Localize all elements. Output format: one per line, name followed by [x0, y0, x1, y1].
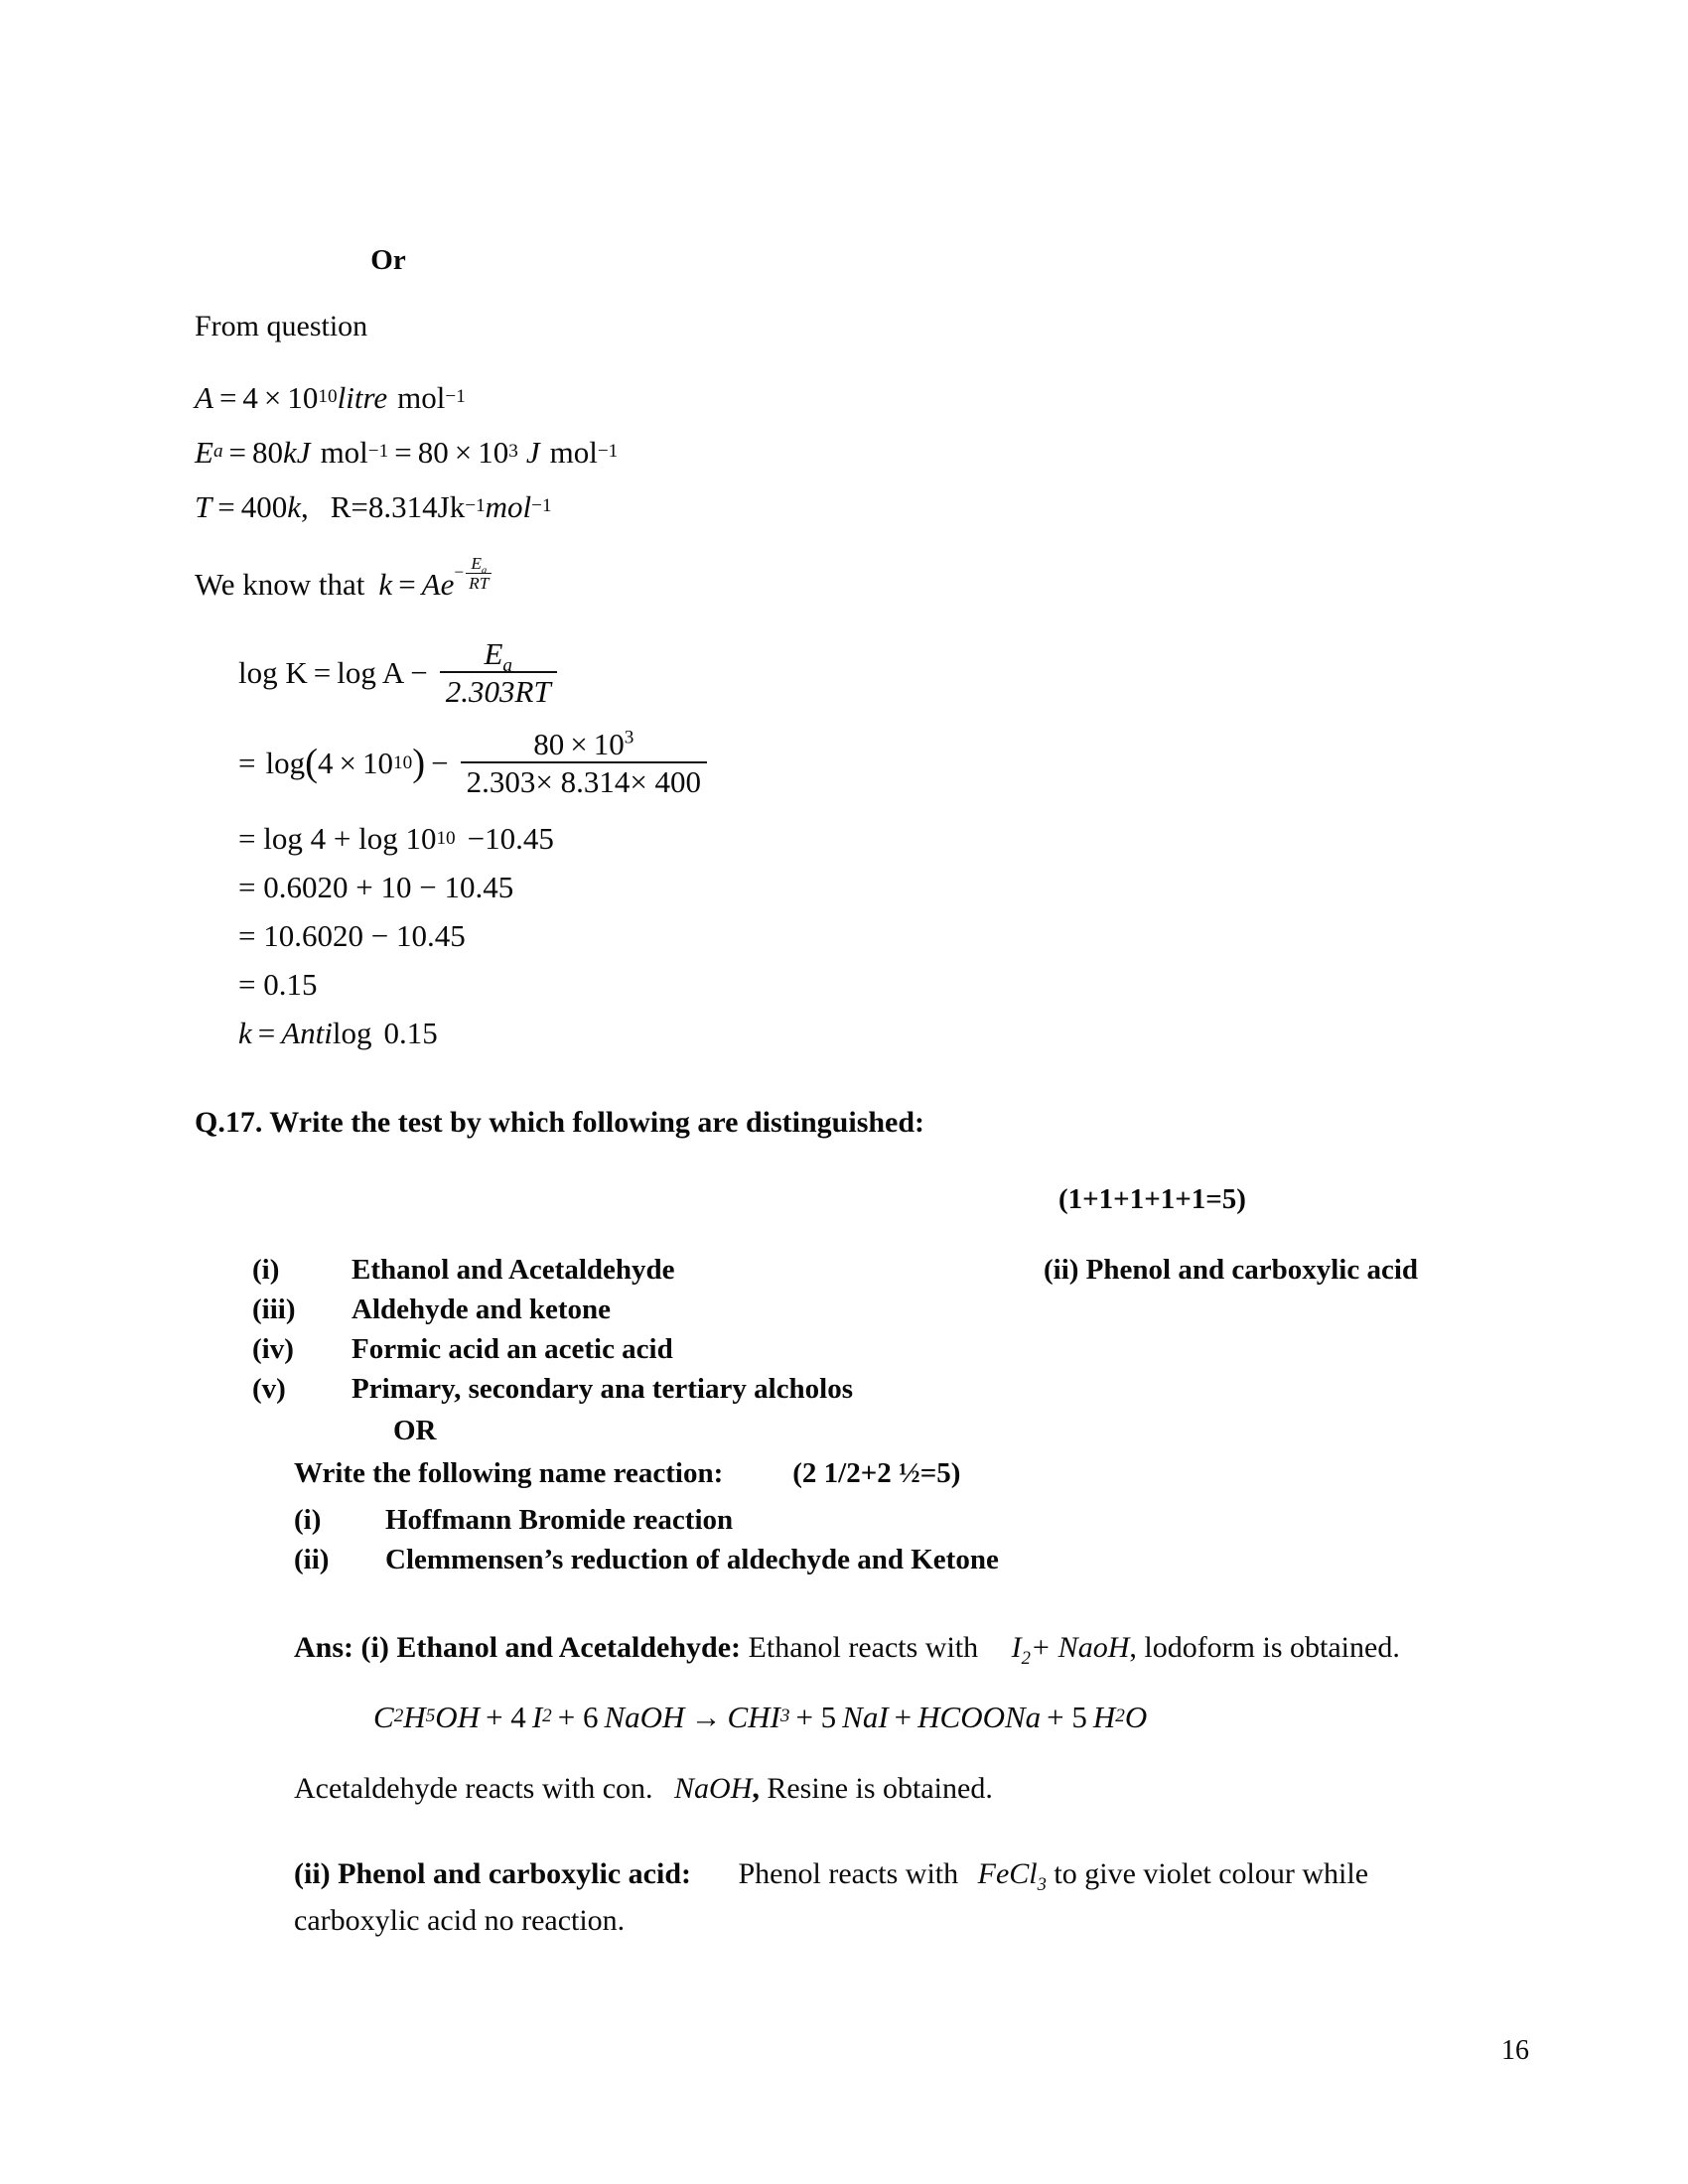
answer-two-text-before: Phenol reacts with: [738, 1857, 959, 1891]
arrhenius-exp-minus: −: [454, 563, 465, 583]
step7-eq: =: [257, 1016, 276, 1051]
derivation-step-1: [238, 636, 1495, 710]
question-marks: (1+1+1+1+1=5): [1058, 1183, 1246, 1216]
list-item-roman: (i): [294, 1504, 322, 1537]
step2-paren-open: (: [305, 742, 319, 785]
alternate-item-list: [195, 1500, 1495, 1579]
arrhenius-exp-den: RT: [466, 573, 492, 592]
eq-c: C: [373, 1699, 394, 1734]
step6-text: = 0.15: [238, 967, 318, 1003]
step2-log: log: [265, 746, 306, 781]
given-Ea-unit1-italic: kJ: [283, 434, 311, 470]
step2-paren-close: ): [412, 742, 426, 785]
list-item-roman: (ii): [294, 1544, 330, 1576]
given-T-lhs: T: [195, 488, 212, 524]
derivation-step-3: = log 4 + log 10 10 −10.45: [238, 821, 554, 857]
resine-comma: ,: [752, 1771, 760, 1805]
given-Ea-val2: 80: [417, 434, 449, 470]
list-item: [252, 1369, 1495, 1409]
arrhenius-exp-num: $E_a$: [471, 553, 488, 577]
step2-den: 2.303× 8.314× 400: [461, 761, 707, 797]
given-T-eq: =: [217, 488, 235, 524]
eq-h2: H: [1092, 1699, 1116, 1734]
step7-k: k: [238, 1016, 252, 1051]
list-item-label: Primary, secondary ana tertiary alcholos: [352, 1373, 853, 1406]
given-T-unit: k: [287, 488, 301, 524]
list-item: [252, 1290, 1495, 1329]
resine-text-after: Resine is obtained.: [767, 1771, 993, 1805]
eq-chi: CHI: [727, 1699, 780, 1734]
arrhenius-eq: =: [398, 566, 416, 602]
iodoform-equation: C 2 H 5 OH + 4 I 2 + 6 NaOH → CHI 3 + 5 NaI + HCOONa + 5 H 2 O: [373, 1699, 1148, 1734]
eq-plus1: + 4: [486, 1699, 526, 1734]
list-item-roman: (iii): [252, 1294, 296, 1326]
list-item: [252, 1329, 1495, 1369]
given-A-unit-italic: litre: [337, 379, 388, 415]
step1-den: 2.303RT: [440, 671, 557, 707]
given-Ea-eq: =: [228, 434, 247, 470]
resine-text-before: Acetaldehyde reacts with con.: [294, 1771, 653, 1805]
page-number: 16: [1501, 2035, 1529, 2066]
arrhenius-A: A: [421, 566, 441, 602]
step3-text: = log 4 + log 10: [238, 821, 437, 857]
list-item-label: Clemmensen’s reduction of aldechyde and Ketone: [385, 1544, 999, 1576]
question-item-list: [195, 1250, 1495, 1409]
list-item-label: Ethanol and Acetaldehyde: [352, 1254, 675, 1287]
arrhenius-k: k: [378, 566, 393, 602]
given-A-coef: 4: [242, 379, 258, 415]
step2-eq: =: [238, 746, 256, 781]
list-item-label: Hoffmann Bromide reaction: [385, 1504, 734, 1537]
given-A-eq: =: [218, 379, 237, 415]
given-Ea-eq2: =: [394, 434, 412, 470]
answer-one-formula: $I_2+$ NaoH: [1011, 1631, 1130, 1670]
arrhenius-prefix: We know that: [195, 566, 365, 602]
eq-nal: NaI: [842, 1699, 889, 1734]
step1-fraction: [440, 636, 557, 710]
eq-plus4: +: [894, 1699, 913, 1734]
derivation-step-5: [238, 918, 1495, 954]
step2-minus: −: [431, 746, 449, 781]
alternate-heading-marks: (2 1/2+2 ½=5): [792, 1457, 961, 1490]
list-item-label: Aldehyde and ketone: [352, 1294, 612, 1326]
arrhenius-exponent: [454, 555, 492, 593]
alternate-heading-text: Write the following name reaction:: [294, 1457, 724, 1490]
step4-text: = 0.6020 + 10 − 10.45: [238, 870, 514, 905]
step5-text: = 10.6020 − 10.45: [238, 918, 466, 954]
step2-times: ×: [339, 746, 356, 781]
derivation-step-6: [238, 967, 1495, 1003]
resine-formula: NaOH: [674, 1771, 753, 1805]
answer-part-one: [195, 1625, 1426, 1672]
given-Ea-val1: 80: [252, 434, 284, 470]
step1-lhs: log K: [238, 655, 308, 691]
given-line-Ea: E a = 80 kJ mol −1 = 80 × 10 3 J mol −1: [195, 434, 619, 470]
answer-two-label: (ii) Phenol and carboxylic acid:: [294, 1857, 691, 1891]
list-item-roman: (iv): [252, 1333, 294, 1366]
step2-coef: 4: [318, 746, 334, 781]
given-Ea-unit1-rm: mol: [320, 434, 368, 470]
given-A-base: 10: [287, 379, 319, 415]
given-Ea-times: ×: [454, 434, 473, 470]
list-item-roman: (v): [252, 1373, 286, 1406]
alternate-or-label: OR: [393, 1415, 437, 1447]
step1-eq: =: [313, 655, 332, 691]
answer-two-text-after: to give violet colour while carboxylic acid no reaction.: [294, 1857, 1369, 1937]
eq-arrow-icon: →: [690, 1699, 722, 1734]
step7-log: log: [332, 1016, 372, 1051]
given-R-text: R=8.314Jk: [330, 488, 466, 524]
answer-resine-note: [195, 1766, 1426, 1813]
arrhenius-exp-fraction: [466, 555, 492, 593]
arrhenius-line: [195, 553, 1495, 604]
intro-text: From question: [195, 310, 368, 342]
derivation-step-7: [238, 1016, 1495, 1051]
given-Ea-lhs: E: [195, 434, 213, 470]
list-item: [294, 1540, 1495, 1579]
eq-plus5: + 5: [1047, 1699, 1087, 1734]
arrhenius-e: e: [440, 566, 455, 602]
step2-num: $80 \times 10^3$: [533, 727, 634, 762]
answer-one-label: Ans: (i) Ethanol and Acetaldehyde:: [294, 1631, 742, 1665]
given-A-lhs: A: [195, 379, 213, 415]
derivation-block: [195, 636, 1495, 1051]
eq-i: I: [531, 1699, 543, 1734]
given-A-unit-rm: mol: [397, 379, 446, 415]
list-item-label: Formic acid an acetic acid: [352, 1333, 673, 1366]
eq-plus2: + 6: [557, 1699, 599, 1734]
given-line-A: A = 4 × 10 10 litre mol −1: [195, 379, 466, 415]
given-T-comma: ,: [301, 488, 309, 524]
list-item-label-right: (ii) Phenol and carboxylic acid: [1044, 1254, 1418, 1287]
given-Ea-unit2-italic: J: [525, 434, 540, 470]
eq-h: H: [403, 1699, 426, 1734]
answer-one-text-before: Ethanol reacts with: [748, 1631, 979, 1665]
derivation-step-4: [238, 870, 1495, 905]
list-item: [252, 1250, 1495, 1290]
step1-num: $E_a$: [484, 636, 512, 677]
given-line-T: T = 400 k , R=8.314Jk −1 mol −1: [195, 488, 552, 524]
step1-term1: log A: [337, 655, 405, 691]
given-R-mol: mol: [485, 488, 532, 524]
alternate-question-heading: [195, 1457, 1495, 1490]
given-T-val: 400: [240, 488, 288, 524]
step1-minus: −: [410, 655, 428, 691]
eq-hcoona: HCOONa: [917, 1699, 1042, 1734]
question-heading: Q.17. Write the test by which following are distinguished:: [195, 1106, 925, 1140]
derivation-step-2: = log ( 4 × 10 10 ) − $\frac{80 \times 10^3}{2.303\times 8.314\times 400}$: [238, 729, 1495, 797]
list-item: [294, 1500, 1495, 1540]
given-Ea-base: 10: [478, 434, 509, 470]
eq-o: O: [1124, 1699, 1148, 1734]
eq-oh: OH: [435, 1699, 481, 1734]
given-Ea-unit2-rm: mol: [549, 434, 598, 470]
list-item-roman: (i): [252, 1254, 280, 1287]
given-A-times: ×: [263, 379, 282, 415]
eq-plus3: + 5: [795, 1699, 837, 1734]
step7-anti: Anti: [281, 1016, 333, 1051]
answer-two-formula: FeCl$_3$: [977, 1857, 1047, 1896]
step3-tail: −10.45: [467, 821, 554, 857]
answer-one-text-after: , lodoform is obtained.: [1129, 1631, 1400, 1665]
page-content: [195, 244, 1495, 1944]
eq-naoh: NaOH: [604, 1699, 685, 1734]
or-heading: Or: [370, 244, 406, 276]
answer-part-two: [195, 1851, 1426, 1944]
step2-base: 10: [362, 746, 393, 781]
step7-value: 0.15: [383, 1016, 438, 1051]
